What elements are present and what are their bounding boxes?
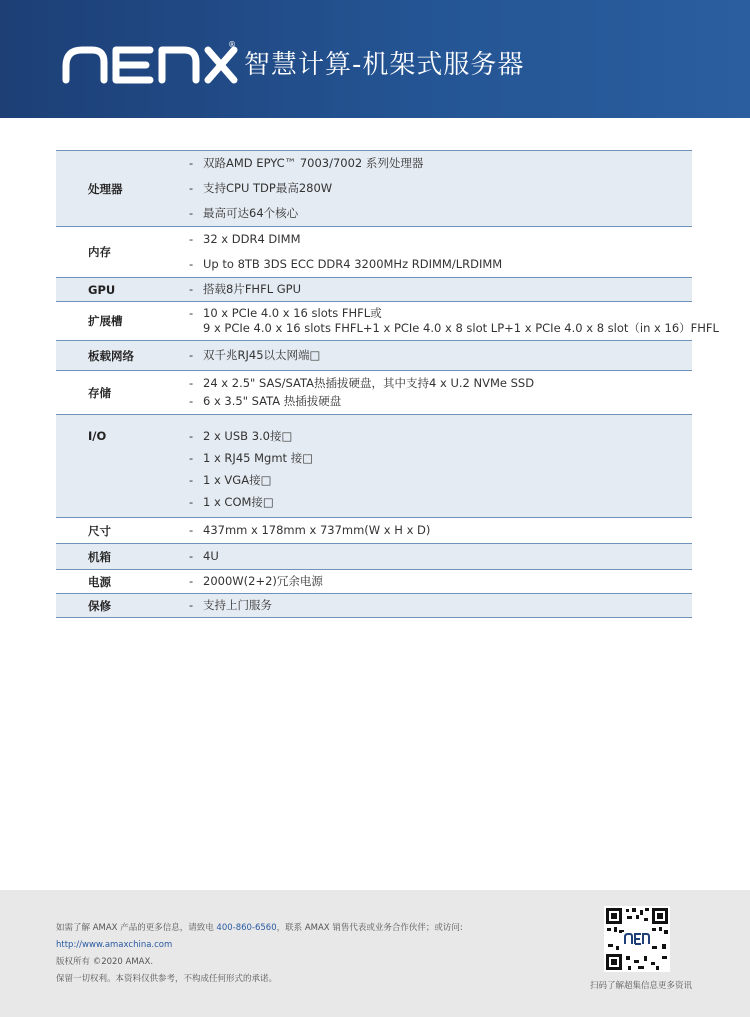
spec-value: - 双路AMD EPYC™ 7003/7002 系列处理器	[189, 156, 692, 171]
spec-value: - 支持上门服务	[189, 598, 692, 613]
spec-row	[56, 594, 692, 618]
spec-value: - 32 x DDR4 DIMM	[189, 232, 692, 247]
spec-row	[56, 341, 692, 371]
header-banner	[0, 0, 750, 118]
spec-label: 内存	[88, 245, 111, 259]
amax-logo	[62, 44, 238, 84]
spec-label: I/O	[88, 429, 107, 443]
spec-value: - Up to 8TB 3DS ECC DDR4 3200MHz RDIMM/LRDIMM	[189, 257, 692, 272]
spec-row	[56, 151, 692, 227]
spec-row	[56, 415, 692, 518]
spec-value: - 24 x 2.5" SAS/SATA热插拔硬盘，其中支持4 x U.2 NVMe SSD	[189, 376, 692, 391]
spec-value: - 1 x RJ45 Mgmt 接□	[189, 451, 692, 466]
page-title: 智慧计算-机架式服务器	[244, 50, 525, 80]
spec-value: - 支持CPU TDP最高280W	[189, 181, 692, 196]
spec-row	[56, 278, 692, 302]
spec-label: 尺寸	[88, 523, 111, 538]
spec-label: 扩展槽	[88, 314, 123, 328]
spec-label: GPU	[88, 282, 116, 297]
spec-value: - 1 x VGA接□	[189, 473, 692, 488]
spec-row	[56, 227, 692, 278]
spec-label: 保修	[88, 598, 111, 613]
qr-caption: 扫码了解超集信息更多资讯	[590, 981, 693, 991]
spec-row	[56, 371, 692, 415]
spec-label: 机箱	[88, 549, 111, 564]
spec-value: - 搭载8片FHFL GPU	[189, 282, 692, 297]
spec-row	[56, 518, 692, 544]
spec-value: - 最高可达64个核心	[189, 206, 692, 221]
spec-table	[56, 150, 719, 618]
spec-value: 9 x PCIe 4.0 x 16 slots FHFL+1 x PCIe 4.0 x 8 slot LP+1 x PCIe 4.0 x 8 slot（in x 16）FHFL	[203, 321, 719, 335]
qr-code	[604, 906, 670, 972]
spec-label: 处理器	[88, 181, 123, 196]
spec-row	[56, 544, 692, 570]
spec-value: - 2 x USB 3.0接□	[189, 429, 692, 444]
spec-value: - 1 x COM接□	[189, 495, 692, 510]
rights-notice: 保留一切权利。本资料仅供参考，不构成任何形式的承诺。	[56, 974, 278, 984]
spec-value: - 437mm x 178mm x 737mm(W x H x D)	[189, 523, 692, 538]
spec-value: - 10 x PCIe 4.0 x 16 slots FHFL或	[189, 306, 692, 321]
contact-line: 如需了解 AMAX 产品的更多信息，请致电 400-860-6560，联系 AMAX 销售代表或业务合作伙伴；或访问:	[56, 923, 463, 933]
spec-value: - 2000W(2+2)冗余电源	[189, 574, 692, 589]
copyright: 版权所有 ©2020 AMAX.	[56, 957, 154, 967]
spec-value: - 双千兆RJ45以太网端□	[189, 348, 692, 363]
spec-row	[56, 570, 692, 594]
spec-label: 板载网络	[88, 348, 134, 363]
registered-mark: ®	[228, 40, 236, 49]
spec-value: - 4U	[189, 549, 692, 564]
spec-value: - 6 x 3.5" SATA 热插拔硬盘	[189, 394, 692, 409]
spec-row	[56, 302, 692, 341]
website-link[interactable]: http://www.amaxchina.com	[56, 940, 173, 950]
footer-text	[56, 920, 463, 988]
spec-label: 电源	[88, 574, 111, 589]
spec-label: 存储	[88, 385, 111, 400]
phone-number[interactable]: 400-860-6560	[216, 923, 277, 933]
